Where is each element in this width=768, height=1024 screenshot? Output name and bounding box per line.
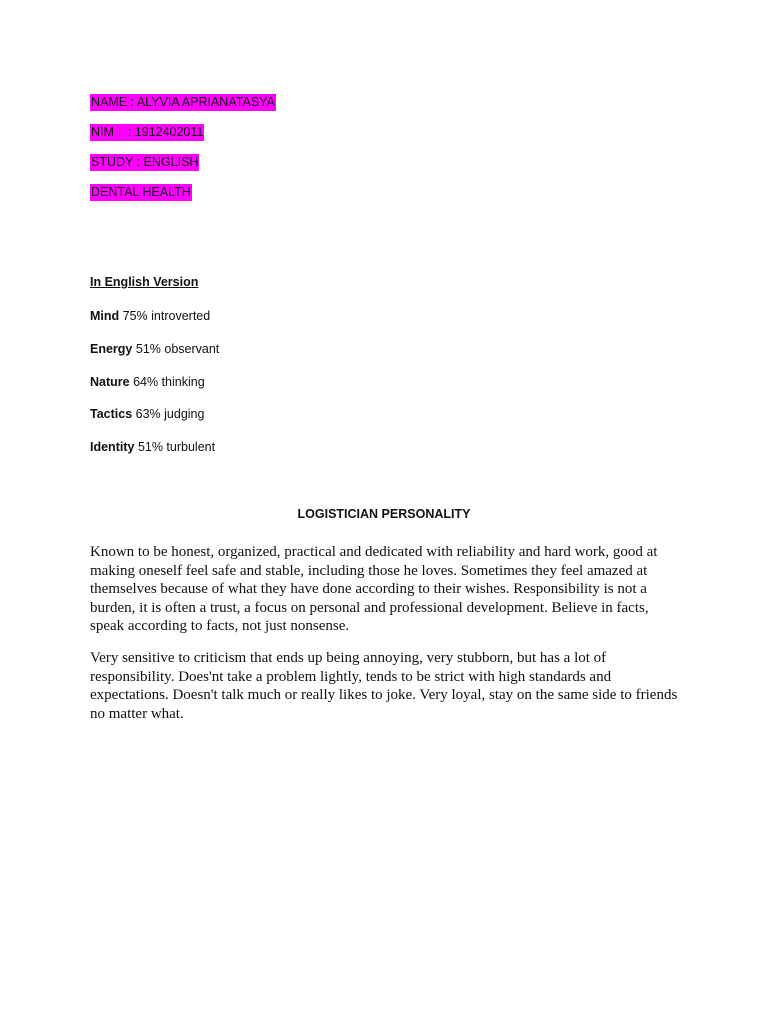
trait-energy <box>90 341 219 358</box>
trait-label: Mind <box>90 309 120 323</box>
topic-title: DENTAL HEALTH <box>91 185 191 199</box>
student-nim: NIM : 1912402011 <box>91 125 204 139</box>
trait-value: 75% introverted <box>122 309 211 323</box>
trait-tactics <box>90 406 204 423</box>
trait-value: 51% turbulent <box>137 440 216 454</box>
trait-identity <box>90 439 215 456</box>
trait-mind <box>90 308 210 325</box>
paragraph-traits: Very sensitive to criticism that ends up being annoying, very stubborn, but has a lot of responsibility. Does'nt take a problem lightly, tends to be strict with high standards and expectations. Doesn't talk much or really likes to joke. Very loyal, stay on the same side to friends no matter what. <box>90 650 678 722</box>
trait-label: Identity <box>90 440 135 454</box>
trait-nature <box>90 374 205 391</box>
paragraph-description: Known to be honest, organized, practical and dedicated with reliability and hard work, good at making oneself feel safe and stable, including those he loves. Sometimes they feel amazed at themselves because of what they have done according to their wishes. Responsibility is not a burden, it is often a trust, a focus on personal and professional development. Believe in facts, speak according to facts, not just nonsense. <box>90 544 658 635</box>
trait-value: 63% judging <box>135 407 205 421</box>
student-name: NAME : ALYVIA APRIANATASYA <box>91 95 275 109</box>
trait-value: 51% observant <box>135 342 220 356</box>
section-title: In English Version <box>90 275 199 289</box>
trait-label: Energy <box>90 342 133 356</box>
personality-heading: LOGISTICIAN PERSONALITY <box>297 507 471 521</box>
study-program: STUDY : ENGLISH <box>91 155 199 169</box>
trait-label: Nature <box>90 375 130 389</box>
trait-value: 64% thinking <box>133 375 205 389</box>
trait-label: Tactics <box>90 407 133 421</box>
